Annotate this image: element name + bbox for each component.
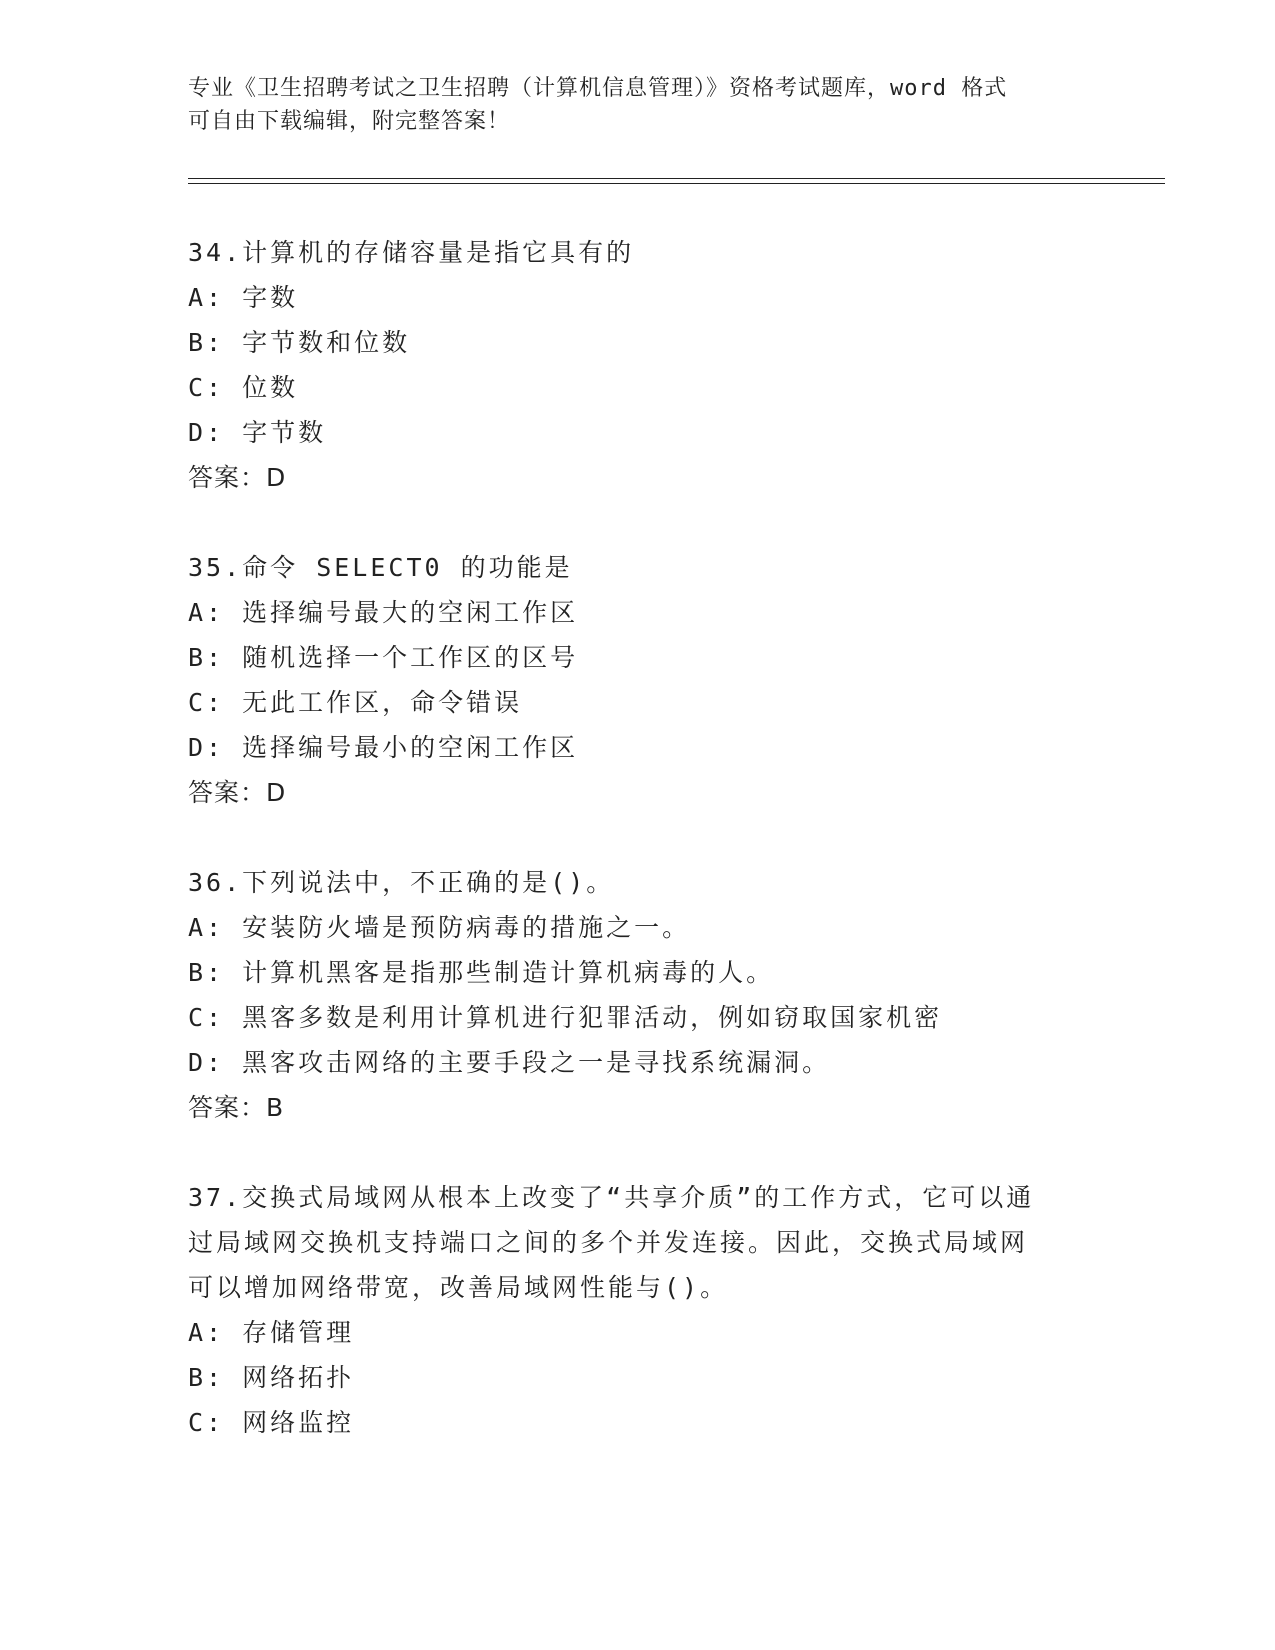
option-c: C: 网络监控 <box>188 1408 355 1437</box>
answer-label: 答案：D <box>188 778 287 807</box>
option-b: B: 字节数和位数 <box>188 328 411 357</box>
option-c: C: 无此工作区，命令错误 <box>188 688 523 717</box>
option-c: C: 位数 <box>188 373 299 402</box>
header-divider-top <box>188 178 1165 179</box>
option-a: A: 安装防火墙是预防病毒的措施之一。 <box>188 913 691 942</box>
answer-label: 答案：D <box>188 463 287 492</box>
option-a: A: 存储管理 <box>188 1318 355 1347</box>
question-stem-line-1: 37.交换式局域网从根本上改变了“共享介质”的工作方式，它可以通 <box>188 1183 1035 1212</box>
question-stem: 34.计算机的存储容量是指它具有的 <box>188 238 635 267</box>
option-d: D: 黑客攻击网络的主要手段之一是寻找系统漏洞。 <box>188 1048 831 1077</box>
question-stem-line-2: 过局域网交换机支持端口之间的多个并发连接。因此，交换式局域网 <box>188 1228 1029 1257</box>
header-divider-bottom <box>188 183 1165 184</box>
option-a: A: 字数 <box>188 283 299 312</box>
option-c: C: 黑客多数是利用计算机进行犯罪活动，例如窃取国家机密 <box>188 1003 943 1032</box>
option-d: D: 选择编号最小的空闲工作区 <box>188 733 579 762</box>
question-stem-line-3: 可以增加网络带宽，改善局域网性能与()。 <box>188 1273 729 1302</box>
option-d: D: 字节数 <box>188 418 327 447</box>
header-line-1: 专业《卫生招聘考试之卫生招聘（计算机信息管理）》资格考试题库，word 格式 <box>188 76 1008 101</box>
answer-label: 答案：B <box>188 1093 285 1122</box>
question-stem: 35.命令 SELECT0 的功能是 <box>188 553 573 582</box>
header-line-2: 可自由下载编辑，附完整答案！ <box>188 109 511 134</box>
option-a: A: 选择编号最大的空闲工作区 <box>188 598 579 627</box>
question-stem: 36.下列说法中，不正确的是()。 <box>188 868 615 897</box>
page-header <box>188 72 1068 138</box>
option-b: B: 网络拓扑 <box>188 1363 355 1392</box>
option-b: B: 随机选择一个工作区的区号 <box>188 643 579 672</box>
option-b: B: 计算机黑客是指那些制造计算机病毒的人。 <box>188 958 775 987</box>
